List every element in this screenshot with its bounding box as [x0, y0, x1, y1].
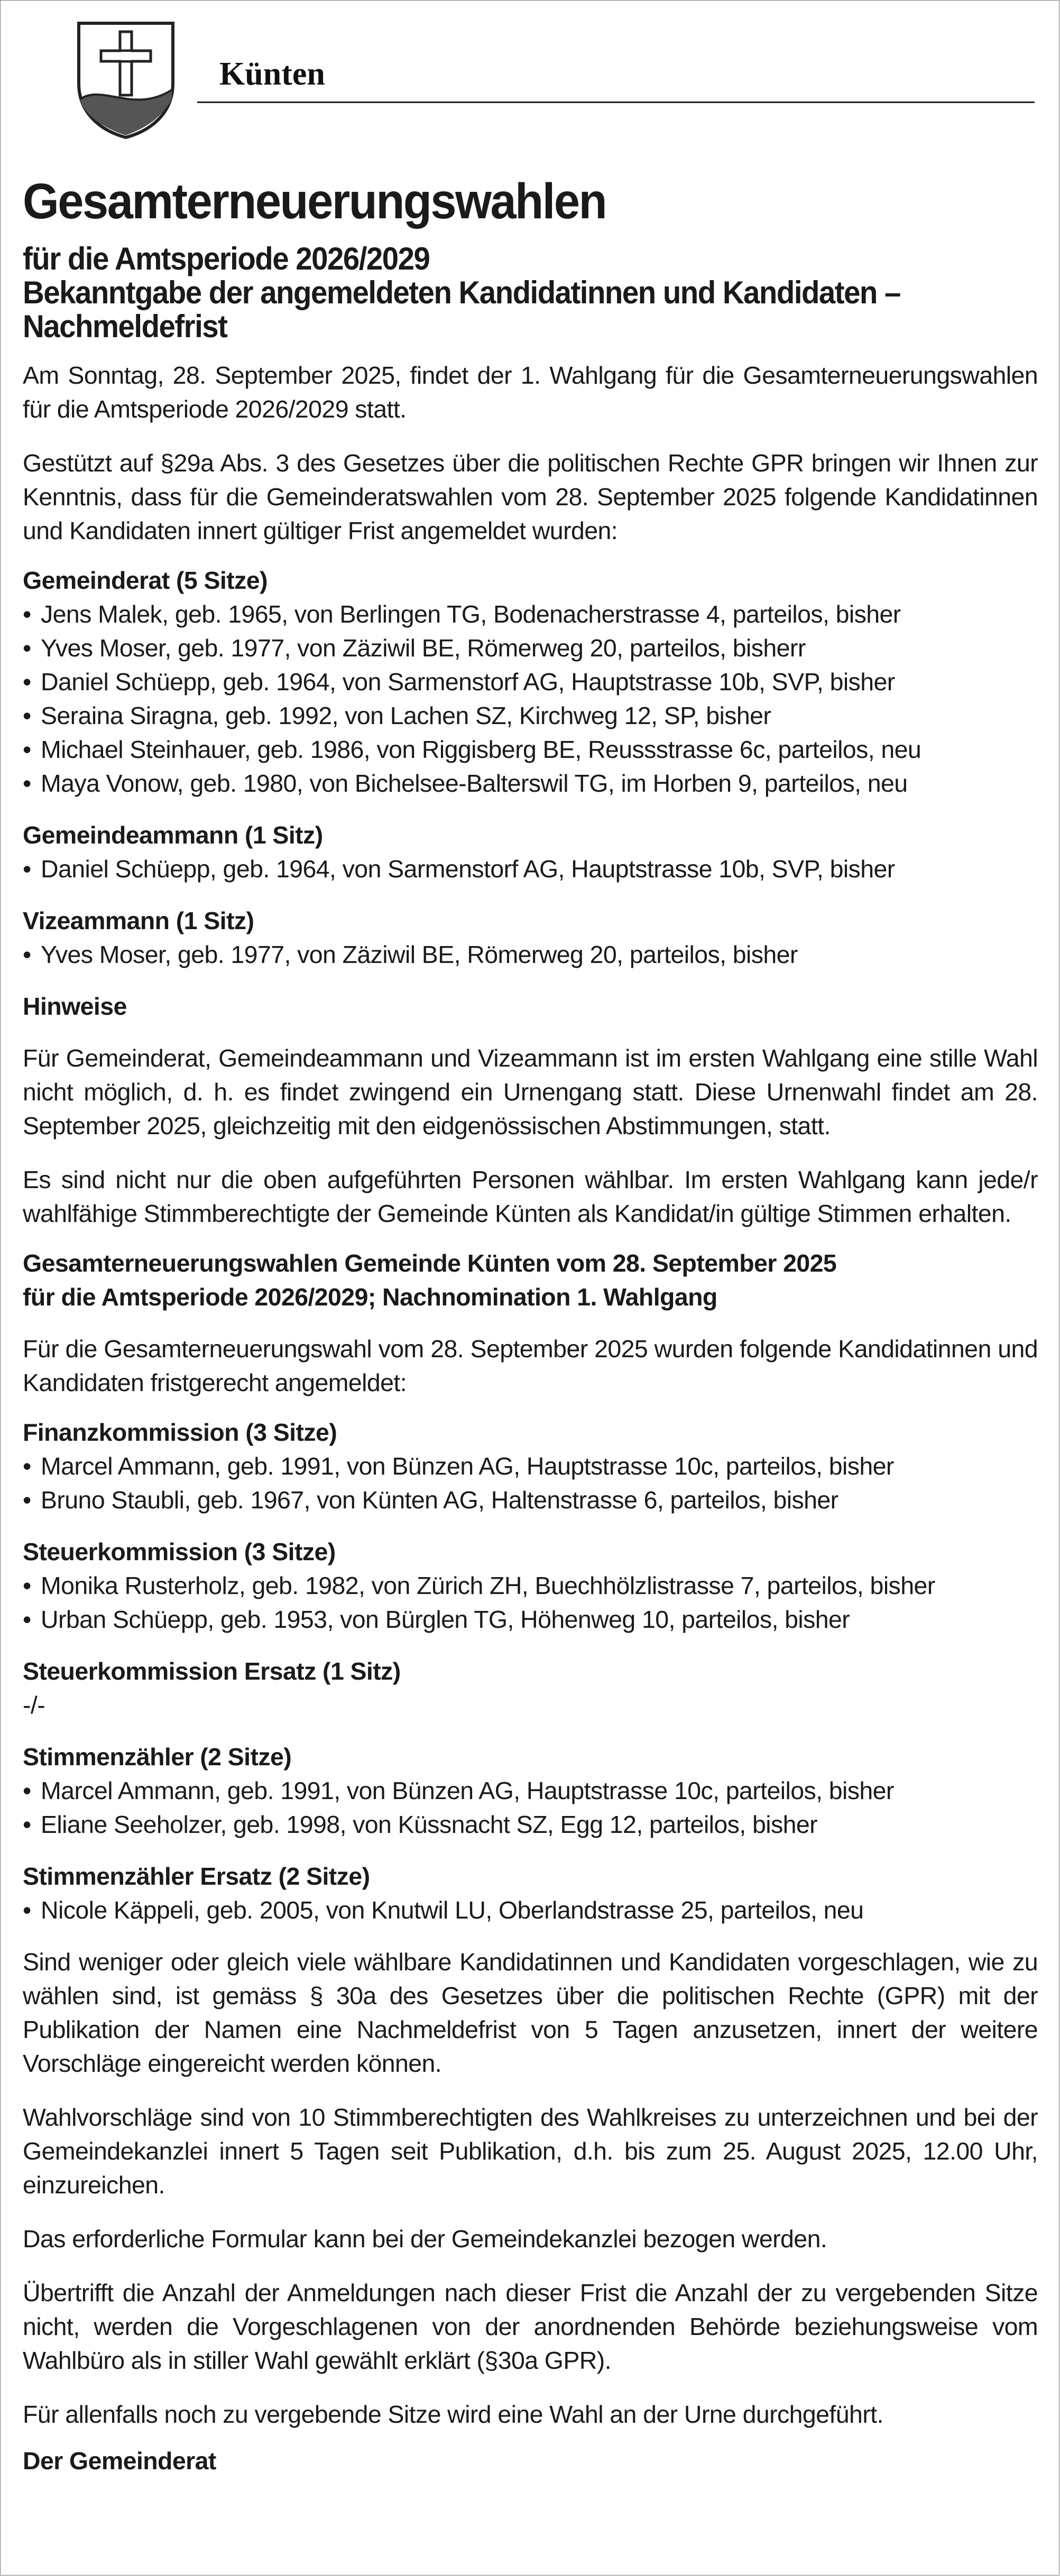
candidate-list	[23, 938, 1038, 971]
nachnomination-heading	[23, 1246, 1038, 1314]
section-stimmenzaehler-ersatz	[23, 1859, 1038, 1927]
candidate-list	[23, 852, 1038, 886]
page-title: Gesamterneuerungswahlen	[23, 173, 606, 229]
list-item: • Monika Rusterholz, geb. 1982, von Zürich ZH, Buechhölzlistrasse 7, parteilos, bisher	[23, 1569, 1038, 1602]
nachnomination-heading-line-2: für die Amtsperiode 2026/2029; Nachnomination 1. Wahlgang	[23, 1283, 717, 1311]
section-gemeindeammann	[23, 818, 1038, 886]
section-heading: Stimmenzähler (2 Sitze)	[23, 1743, 292, 1771]
intro-paragraph: Am Sonntag, 28. September 2025, findet der 1. Wahlgang für die Gesamterneuerungswahlen für die Amtsperiode 2026/2029 statt.	[23, 362, 1038, 423]
list-item: • Yves Moser, geb. 1977, von Zäziwil BE, Römerweg 20, parteilos, bisher	[23, 938, 1038, 971]
no-candidates-value: -/-	[23, 1691, 45, 1719]
section-heading: Vizeammann (1 Sitz)	[23, 907, 254, 934]
coat-of-arms-cross-icon	[76, 20, 176, 140]
list-item: • Urban Schüepp, geb. 1953, von Bürglen TG, Höhenweg 10, parteilos, bisher	[23, 1602, 1038, 1636]
section-steuerkommission-ersatz	[23, 1654, 1038, 1722]
section-heading: Steuerkommission (3 Sitze)	[23, 1538, 336, 1565]
list-item: • Eliane Seeholzer, geb. 1998, von Küssnacht SZ, Egg 12, parteilos, bisher	[23, 1808, 1038, 1841]
list-item: • Daniel Schüepp, geb. 1964, von Sarmenstorf AG, Hauptstrasse 10b, SVP, bisher	[23, 852, 1038, 886]
section-heading: Finanzkommission (3 Sitze)	[23, 1419, 337, 1446]
closing-paragraph-4: Übertrifft die Anzahl der Anmeldungen nach dieser Frist die Anzahl der zu vergebenden Sitze nicht, werden die Vorgeschlagenen von der anordnenden Behörde beziehungsweise vom Wahlbüro als in stiller Wahl gewählt erklärt (§30a GPR).	[23, 2279, 1038, 2374]
closing-paragraph-2: Wahlvorschläge sind von 10 Stimmberechtigten des Wahlkreises zu unterzeichnen und bei der Gemeindekanzlei innert 5 Tagen seit Publikation, d.h. bis zum 25. August 2025, 12.00 Uhr, einzureichen.	[23, 2104, 1038, 2199]
header-divider	[197, 101, 1035, 103]
list-item: • Marcel Ammann, geb. 1991, von Bünzen AG, Hauptstrasse 10c, parteilos, bisher	[23, 1774, 1038, 1808]
list-item: • Jens Malek, geb. 1965, von Berlingen TG, Bodenacherstrasse 4, parteilos, bisher	[23, 597, 1038, 631]
subtitle-period: für die Amtsperiode 2026/2029	[23, 241, 430, 276]
list-item: • Maya Vonow, geb. 1980, von Bichelsee-Balterswil TG, im Horben 9, parteilos, neu	[23, 766, 1038, 800]
document-body	[23, 172, 1038, 2478]
candidate-list	[23, 1774, 1038, 1841]
section-heading-hinweise: Hinweise	[23, 993, 127, 1020]
hinweise-paragraph-2: Es sind nicht nur die oben aufgeführten Personen wählbar. Im ersten Wahlgang kann jede/r wahlfähige Stimmberechtigte der Gemeinde Künten als Kandidat/in gültige Stimmen erhalten.	[23, 1166, 1038, 1227]
legal-basis-paragraph: Gestützt auf §29a Abs. 3 des Gesetzes über die politischen Rechte GPR bringen wir Ihnen zur Kenntnis, dass für die Gemeinderatswahlen vom 28. September 2025 folgende Kandidatinnen und Kandidaten innert gültiger Frist angemeldet wurden:	[23, 449, 1038, 544]
list-item: • Nicole Käppeli, geb. 2005, von Knutwil LU, Oberlandstrasse 25, parteilos, neu	[23, 1893, 1038, 1927]
header	[23, 0, 1060, 153]
list-item: • Daniel Schüepp, geb. 1964, von Sarmenstorf AG, Hauptstrasse 10b, SVP, bisher	[23, 665, 1038, 699]
list-item: • Bruno Staubli, geb. 1967, von Künten AG, Haltenstrasse 6, parteilos, bisher	[23, 1483, 1038, 1517]
section-vizeammann	[23, 904, 1038, 971]
signature: Der Gemeinderat	[23, 2447, 216, 2475]
section-heading: Steuerkommission Ersatz (1 Sitz)	[23, 1657, 401, 1685]
candidate-list	[23, 597, 1038, 800]
subtitle-announcement: Bekanntgabe der angemeldeten Kandidatinnen und Kandidaten – Nachmeldefrist	[23, 275, 900, 344]
list-item: • Marcel Ammann, geb. 1991, von Bünzen AG, Hauptstrasse 10c, parteilos, bisher	[23, 1449, 1038, 1483]
section-heading: Gemeindeammann (1 Sitz)	[23, 821, 323, 849]
subtitle	[23, 242, 1037, 344]
section-heading: Stimmenzähler Ersatz (2 Sitze)	[23, 1862, 370, 1890]
nachnomination-heading-line-1: Gesamterneuerungswahlen Gemeinde Künten vom 28. September 2025	[23, 1249, 837, 1277]
hinweise-paragraph-1: Für Gemeinderat, Gemeindeammann und Vizeammann ist im ersten Wahlgang eine stille Wahl nicht möglich, d. h. es findet zwingend ein Urnengang statt. Diese Urnenwahl findet am 28. September 2025, gleichzeitig mit den eidgenössischen Abstimmungen, statt.	[23, 1044, 1038, 1139]
section-stimmenzaehler	[23, 1740, 1038, 1841]
section-gemeinderat	[23, 563, 1038, 800]
section-heading: Gemeinderat (5 Sitze)	[23, 567, 268, 594]
municipality-name: Künten	[219, 56, 325, 92]
candidate-list	[23, 1893, 1038, 1927]
closing-paragraph-1: Sind weniger oder gleich viele wählbare Kandidatinnen und Kandidaten vorgeschlagen, wie zu wählen sind, ist gemäss § 30a des Gesetzes über die politischen Rechte (GPR) mit der Publikation der Namen eine Nachmeldefrist von 5 Tagen anzusetzen, innert der weitere Vorschläge eingereicht werden können.	[23, 1948, 1038, 2077]
closing-paragraph-3: Das erforderliche Formular kann bei der Gemeindekanzlei bezogen werden.	[23, 2225, 827, 2253]
list-item: • Yves Moser, geb. 1977, von Zäziwil BE, Römerweg 20, parteilos, bisherr	[23, 631, 1038, 665]
list-item: • Michael Steinhauer, geb. 1986, von Riggisberg BE, Reussstrasse 6c, parteilos, neu	[23, 733, 1038, 766]
closing-paragraph-5: Für allenfalls noch zu vergebende Sitze wird eine Wahl an der Urne durchgeführt.	[23, 2401, 883, 2428]
list-item: • Seraina Siragna, geb. 1992, von Lachen SZ, Kirchweg 12, SP, bisher	[23, 699, 1038, 733]
candidate-list	[23, 1569, 1038, 1636]
section-steuerkommission	[23, 1535, 1038, 1636]
section-finanzkommission	[23, 1415, 1038, 1517]
candidate-list	[23, 1449, 1038, 1517]
nachnomination-intro: Für die Gesamterneuerungswahl vom 28. September 2025 wurden folgende Kandidatinnen und Kandidaten fristgerecht angemeldet:	[23, 1335, 1038, 1396]
